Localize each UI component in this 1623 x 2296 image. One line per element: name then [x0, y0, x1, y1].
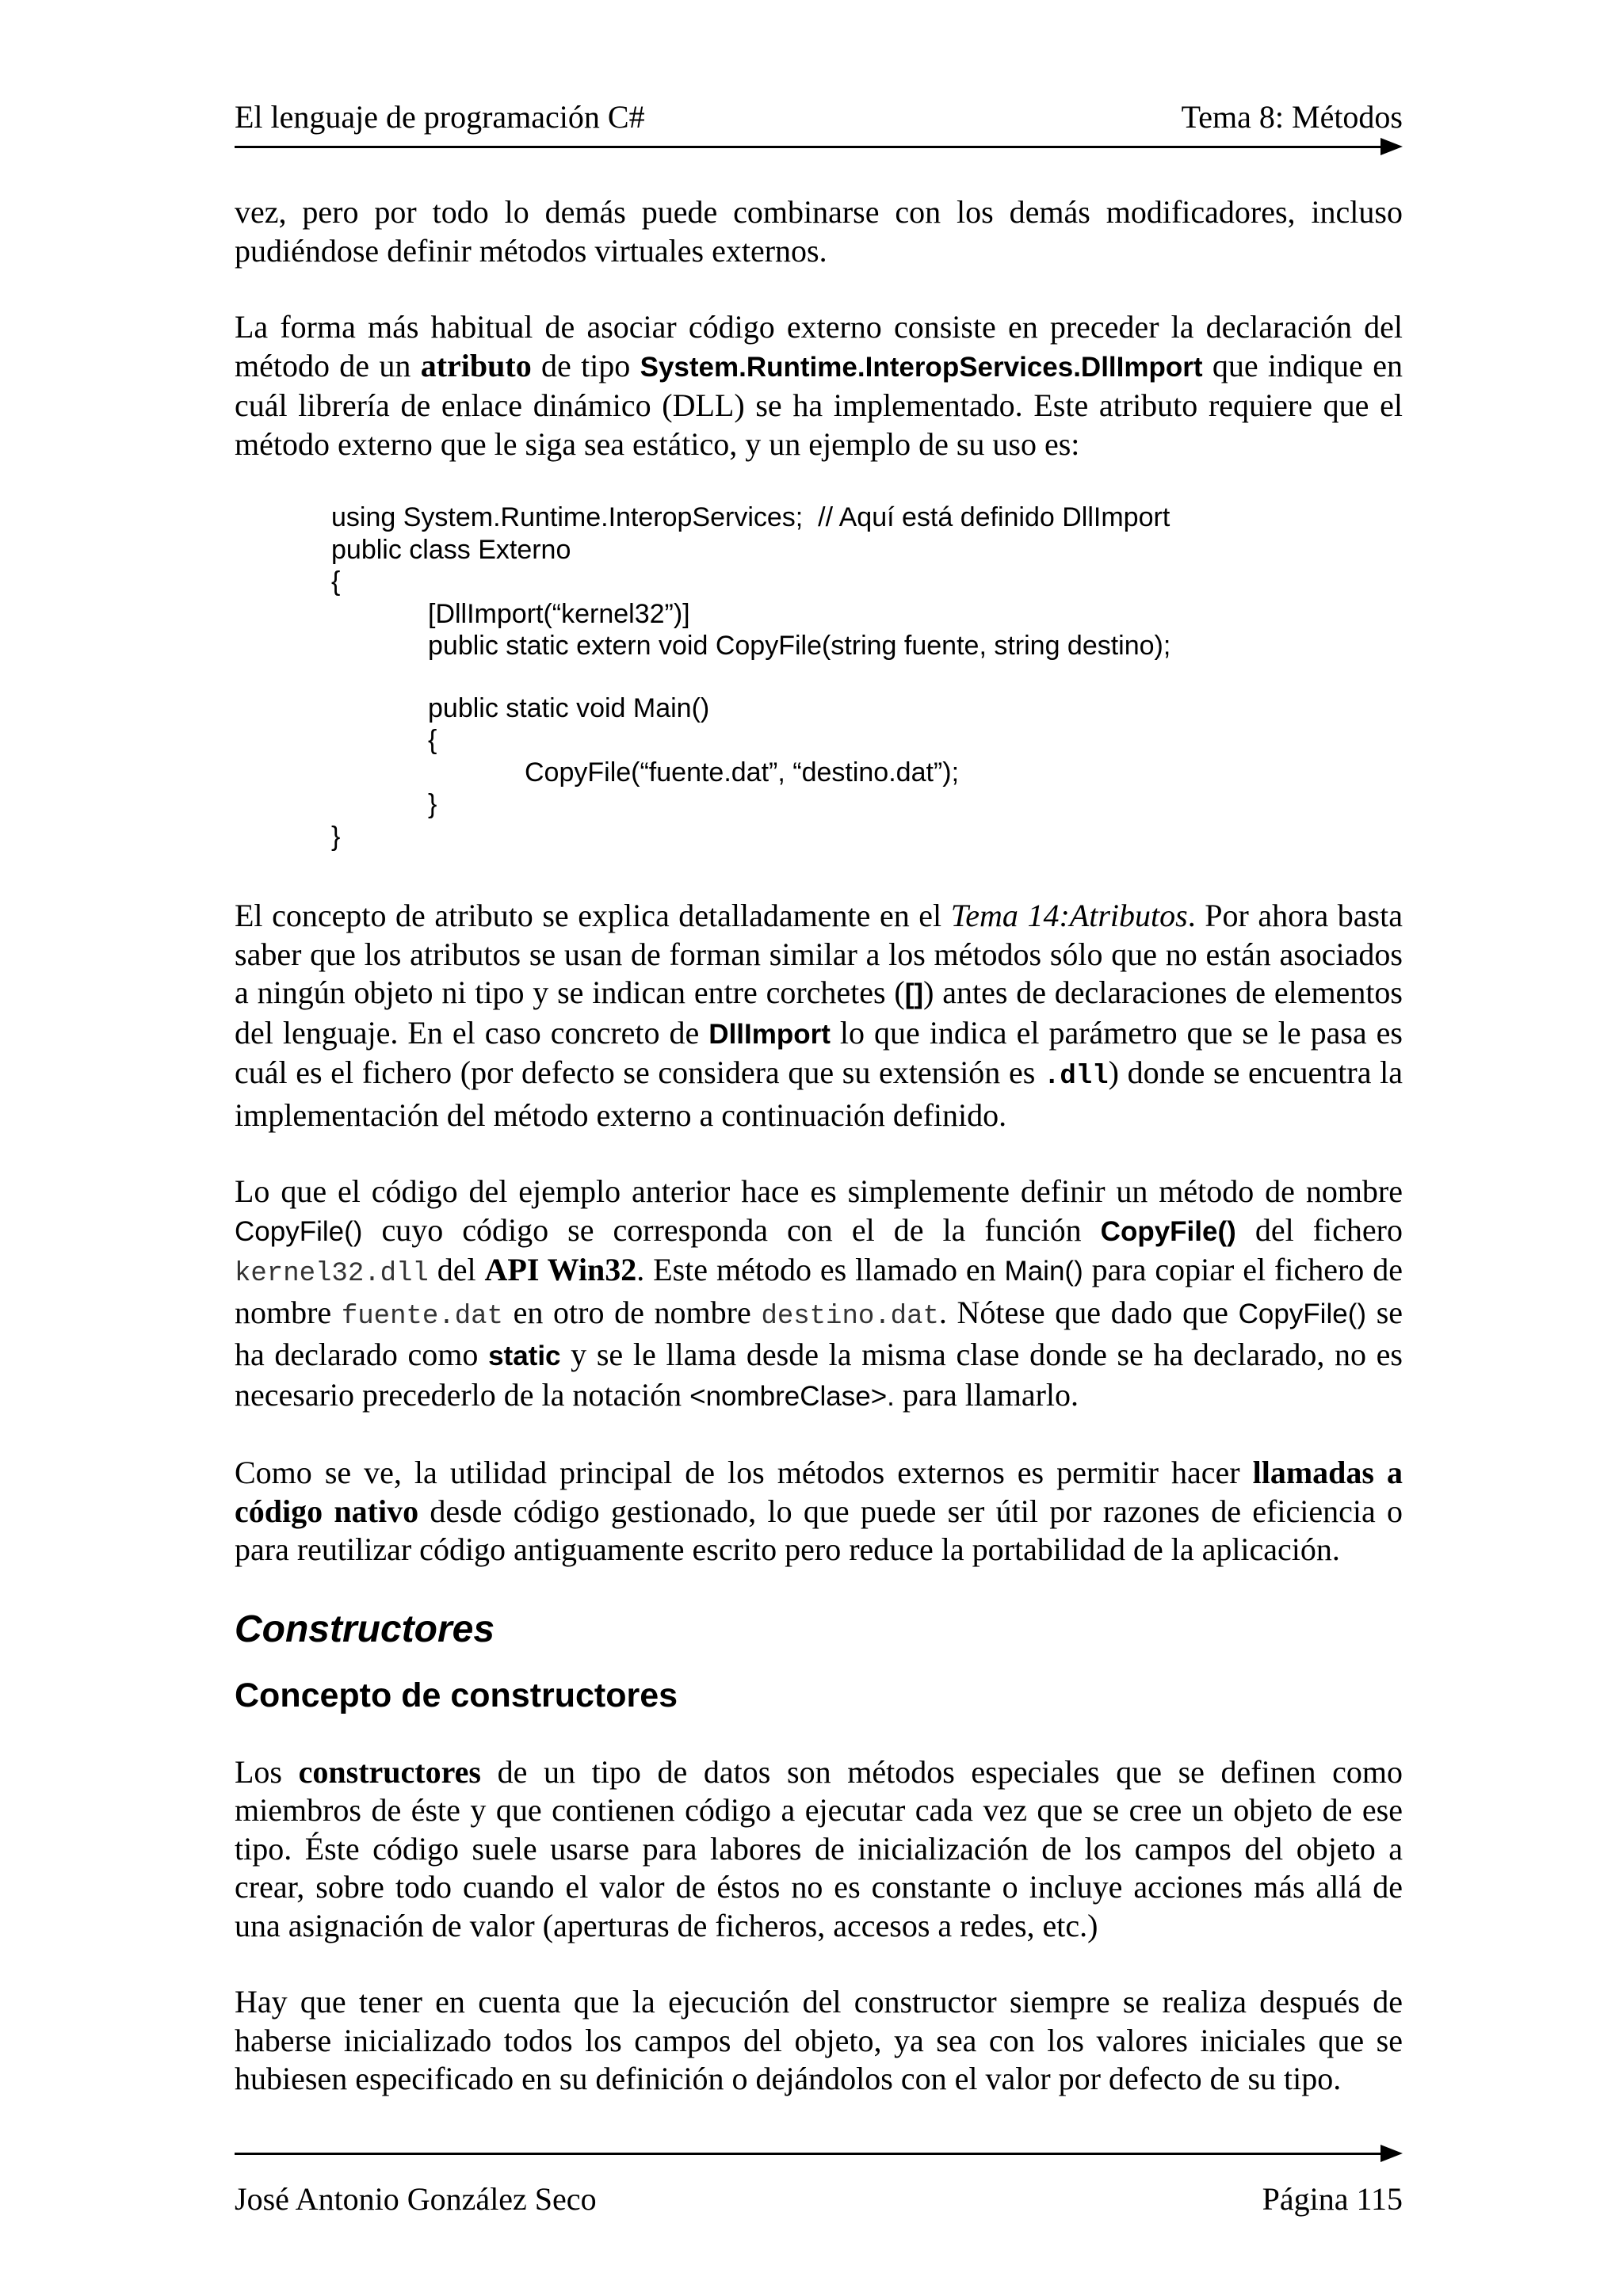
footer-rule-arrow	[235, 2153, 1381, 2155]
text-run: de un tipo de datos son métodos especiales que se definen como miembros de éste y que contienen código a ejecutar cada vez que se cree un objeto de ese tipo. Éste código suele usarse para labores de inicialización de los campos del objeto a crear, sobre todo cuando el valor de éstos no es constante o incluye acciones más allá de una asignación de valor (aperturas de ficheros, accesos a redes, etc.)	[235, 1753, 1403, 1943]
code-term-copyfile: CopyFile()	[1238, 1298, 1367, 1329]
text-run: para llamarlo.	[894, 1376, 1079, 1413]
code-line: public static extern void CopyFile(string fuente, string destino);	[428, 631, 1171, 661]
text-run: se ha declarado como	[235, 1294, 1403, 1372]
code-term-dllimport: DllImport	[708, 1018, 831, 1050]
paragraph-2	[235, 308, 1403, 463]
text-run: cuyo código se corresponda con el de la función	[362, 1211, 1101, 1248]
code-term-nombreclase: <nombreClase>.	[689, 1380, 895, 1412]
text-run: del	[428, 1252, 485, 1287]
bold-term-codigo-nativo: llamadas a código nativo	[235, 1455, 1403, 1529]
text-run: para copiar el fichero de nombre	[235, 1252, 1403, 1330]
footer-page-number: Página 115	[1262, 2181, 1403, 2217]
text-run: . Por ahora basta saber que los atributos se usan de forman similar a los métodos sólo que no están asociados a ningún objeto ni tipo y se indican entre corchetes (	[235, 898, 1403, 1010]
code-line: CopyFile(“fuente.dat”, “destino.dat”);	[525, 757, 960, 788]
page-footer	[235, 2180, 1403, 2218]
header-rule-arrow	[235, 146, 1381, 148]
paragraph-3	[235, 897, 1403, 1135]
code-term-main: Main()	[1004, 1256, 1083, 1287]
text-run: ) donde se encuentra la implementación del método externo a continuación definido.	[235, 1055, 1403, 1133]
text-run: lo que indica el parámetro que se le pasa es cuál es el fichero (por defecto se considera que su extensión es	[235, 1014, 1403, 1090]
text-run: del fichero	[1235, 1211, 1403, 1248]
code-term-copyfile: CopyFile()	[235, 1215, 363, 1247]
file-name-destino: destino.dat	[761, 1301, 939, 1332]
file-name-kernel32: kernel32.dll	[235, 1259, 429, 1289]
text-run: de tipo	[531, 347, 640, 383]
text-run: y se le llama desde la misma clase donde se ha declarado, no es necesario precederlo de la notación	[235, 1337, 1403, 1413]
file-name-fuente: fuente.dat	[341, 1301, 503, 1332]
text-run: . Nótese que dado que	[938, 1294, 1239, 1330]
code-line: {	[428, 725, 437, 755]
text-run: . Este método es llamado en	[636, 1252, 1005, 1287]
text-run: que indique en cuál librería de enlace dinámico (DLL) se ha implementado. Este atributo requiere que el método externo que le siga sea estático, y un ejemplo de su uso es:	[235, 347, 1403, 462]
text-run: ) antes de declaraciones de elementos del lenguaje. En el caso concreto de	[235, 974, 1403, 1051]
text-run: El concepto de atributo se explica detalladamente en el	[235, 898, 951, 933]
paragraph-5	[235, 1454, 1403, 1569]
paragraph-7: Hay que tener en cuenta que la ejecución del constructor siempre se realiza después de haberse inicializado todos los campos del objeto, ya sea con los valores iniciales que se hubiesen especificado en su definición o dejándolos con el valor por defecto de su tipo.	[235, 1984, 1403, 2096]
italic-reference: Tema 14:Atributos	[950, 898, 1188, 933]
code-term-dllimport-namespace: System.Runtime.InteropServices.DllImport	[640, 351, 1203, 383]
code-line: {	[331, 566, 341, 597]
code-blank-line	[331, 662, 1403, 692]
code-term-static: static	[488, 1341, 561, 1371]
text-run: Como se ve, la utilidad principal de los métodos externos es permitir hacer	[235, 1455, 1253, 1490]
text-run: Los	[235, 1753, 299, 1790]
code-line: using System.Runtime.InteropServices; // Aquí está definido DllImport	[331, 502, 1170, 532]
text-run: Lo que el código del ejemplo anterior hace es simplemente definir un método de nombre	[235, 1173, 1403, 1209]
text-run: La forma más habitual de asociar código externo consiste en preceder la declaración del método de un	[235, 309, 1403, 383]
bold-term-api-win32: API Win32	[484, 1252, 637, 1287]
page-header	[235, 98, 1403, 135]
bold-term-atributo: atributo	[420, 347, 532, 383]
header-chapter-title: Tema 8: Métodos	[1181, 99, 1403, 135]
code-term-brackets: []	[904, 978, 924, 1009]
paragraph-6	[235, 1753, 1403, 1946]
code-term-dll-extension: .dll	[1043, 1062, 1109, 1092]
header-book-title: El lenguaje de programación C#	[235, 99, 645, 135]
code-line: }	[428, 789, 437, 819]
code-line: public class Externo	[331, 534, 571, 565]
code-example	[331, 502, 1403, 852]
text-run: en otro de nombre	[502, 1294, 762, 1330]
subsection-heading: Concepto de constructores	[235, 1676, 678, 1714]
code-line: public static void Main()	[428, 692, 710, 723]
section-heading: Constructores	[235, 1608, 495, 1650]
code-term-copyfile-bold: CopyFile()	[1100, 1215, 1236, 1247]
code-line: [DllImport(“kernel32”)]	[428, 598, 690, 629]
paragraph-1: vez, pero por todo lo demás puede combinarse con los demás modificadores, incluso pudiéndose definir métodos virtuales externos.	[235, 194, 1403, 269]
page-content	[235, 193, 1403, 2137]
paragraph-4	[235, 1173, 1403, 1416]
text-run: desde código gestionado, lo que puede ser útil por razones de eficiencia o para reutilizar código antiguamente escrito pero reduce la portabilidad de la aplicación.	[235, 1493, 1403, 1567]
code-line: }	[331, 821, 341, 852]
footer-author: José Antonio González Seco	[235, 2181, 597, 2217]
bold-term-constructores: constructores	[298, 1753, 481, 1790]
